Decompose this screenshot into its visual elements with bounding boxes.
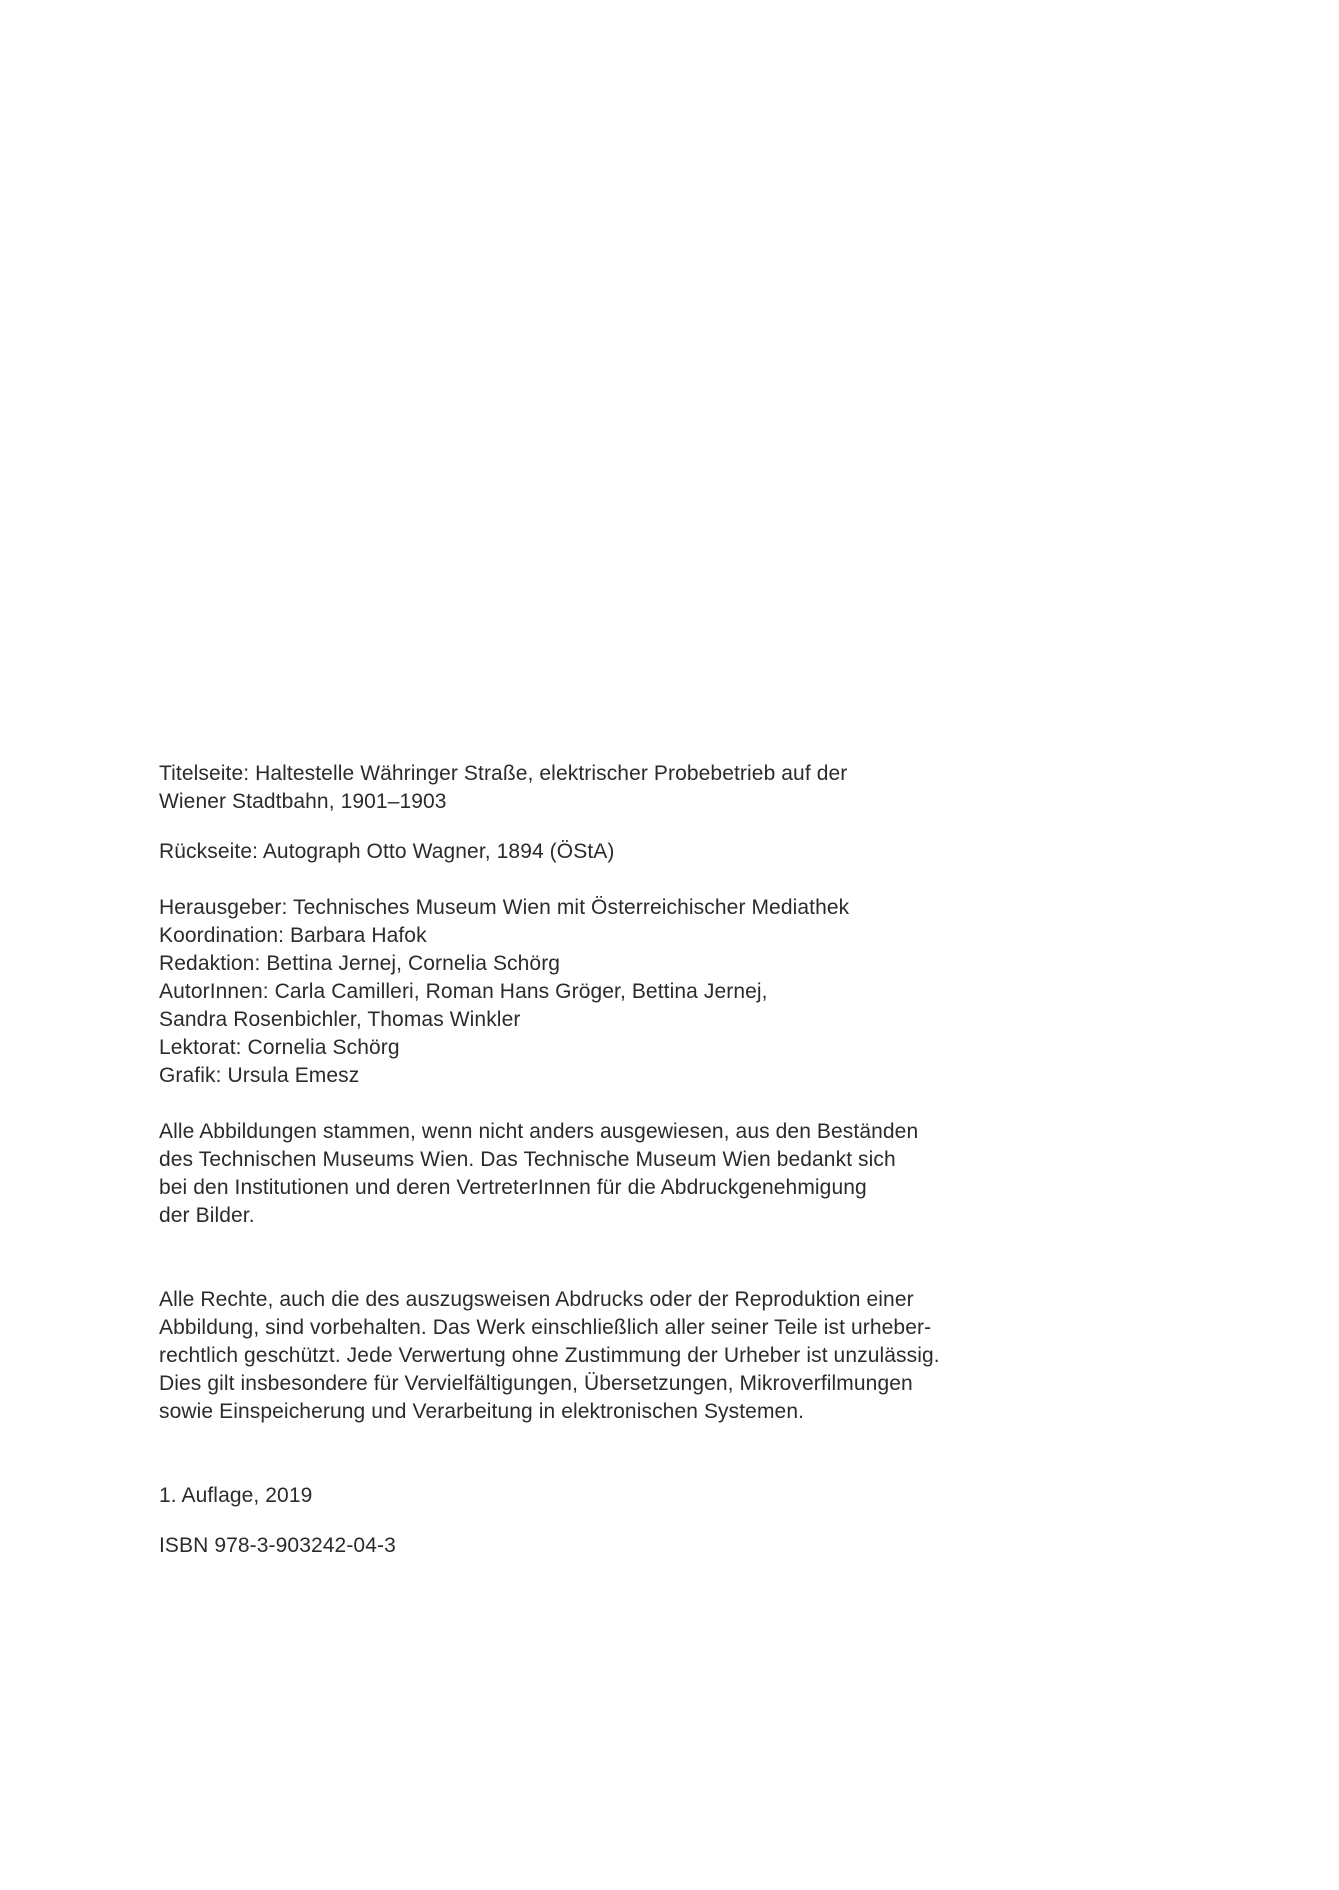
credits-publisher: Herausgeber: Technisches Museum Wien mit Österreichischer Mediathek <box>159 896 850 919</box>
edition-line: 1. Auflage, 2019 <box>159 1484 313 1507</box>
cover-caption <box>159 760 1009 816</box>
images-note-line: des Technischen Museums Wien. Das Technische Museum Wien bedankt sich <box>159 1148 896 1171</box>
credits-coordination: Koordination: Barbara Hafok <box>159 924 427 947</box>
edition <box>159 1482 1009 1510</box>
images-note-line: der Bilder. <box>159 1204 255 1227</box>
rights-notice-line: rechtlich geschützt. Jede Verwertung ohne Zustimmung der Urheber ist unzulässig. <box>159 1344 940 1367</box>
isbn <box>159 1532 1009 1560</box>
credits-graphics: Grafik: Ursula Emesz <box>159 1064 360 1087</box>
credits-editors: Redaktion: Bettina Jernej, Cornelia Schörg <box>159 952 561 975</box>
rights-notice <box>159 1286 1009 1426</box>
credits-proofreading: Lektorat: Cornelia Schörg <box>159 1036 400 1059</box>
cover-caption-line: Wiener Stadtbahn, 1901–1903 <box>159 790 447 813</box>
rights-notice-line: Abbildung, sind vorbehalten. Das Werk einschließlich aller seiner Teile ist urheber- <box>159 1316 932 1339</box>
credits-authors-cont: Sandra Rosenbichler, Thomas Winkler <box>159 1008 521 1031</box>
back-caption-line: Rückseite: Autograph Otto Wagner, 1894 (ÖStA) <box>159 840 615 863</box>
credits-authors: AutorInnen: Carla Camilleri, Roman Hans Gröger, Bettina Jernej, <box>159 980 768 1003</box>
rights-notice-line: Dies gilt insbesondere für Vervielfältigungen, Übersetzungen, Mikroverfilmungen <box>159 1372 913 1395</box>
cover-caption-line: Titelseite: Haltestelle Währinger Straße, elektrischer Probebetrieb auf der <box>159 762 848 785</box>
rights-notice-line: Alle Rechte, auch die des auszugsweisen Abdrucks oder der Reproduktion einer <box>159 1288 914 1311</box>
back-caption <box>159 838 1009 866</box>
rights-notice-line: sowie Einspeicherung und Verarbeitung in elektronischen Systemen. <box>159 1400 805 1423</box>
images-note-line: Alle Abbildungen stammen, wenn nicht anders ausgewiesen, aus den Beständen <box>159 1120 919 1143</box>
imprint-page <box>159 760 1009 1560</box>
credits <box>159 894 1009 1090</box>
isbn-line: ISBN 978-3-903242-04-3 <box>159 1534 396 1557</box>
images-note-line: bei den Institutionen und deren VertreterInnen für die Abdruckgenehmigung <box>159 1176 867 1199</box>
images-note <box>159 1118 1009 1230</box>
